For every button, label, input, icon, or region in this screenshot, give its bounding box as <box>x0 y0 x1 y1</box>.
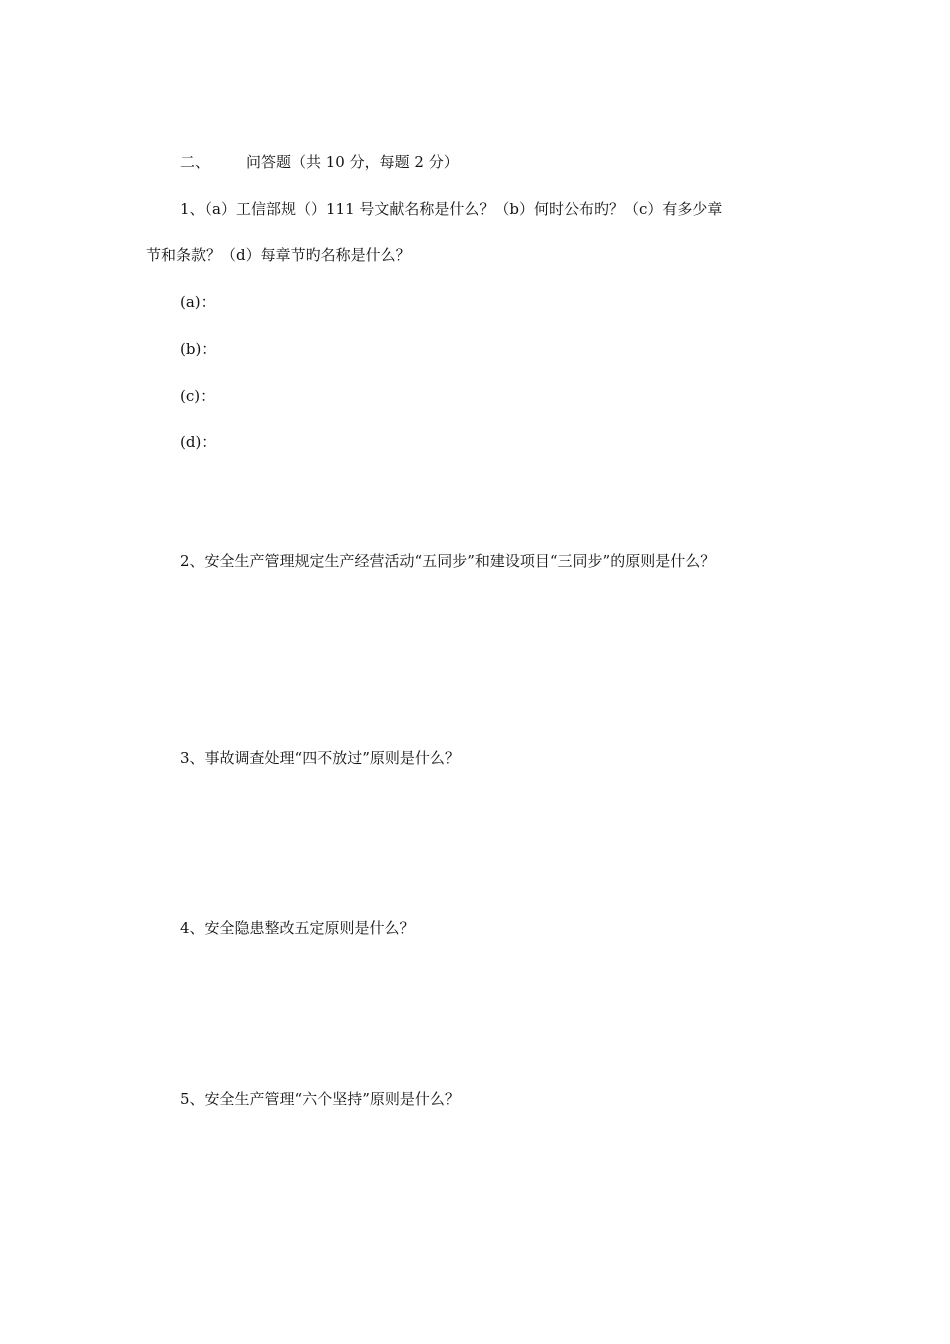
answer-label-b: (b)： <box>180 340 217 358</box>
question-5: 5、安全生产管理“六个坚持”原则是什么？ <box>180 1090 460 1108</box>
question-1-line-2: 节和条款？（d）每章节旳名称是什么？ <box>146 246 411 264</box>
question-1-line-1: 1、（a）工信部规（）111 号文献名称是什么？（b）何时公布旳？（c）有多少章 <box>180 200 723 218</box>
question-4: 4、安全隐患整改五定原则是什么？ <box>180 919 415 937</box>
section-heading <box>180 152 459 172</box>
section-title: 问答题（共 10 分，每题 2 分） <box>246 153 459 171</box>
answer-label-a: (a)： <box>180 293 216 311</box>
answer-label-d: (d)： <box>180 433 217 451</box>
question-2: 2、安全生产管理规定生产经营活动“五同步”和建设项目“三同步”的原则是什么？ <box>180 552 716 570</box>
section-number: 二、 <box>180 153 211 171</box>
answer-label-c: (c)： <box>180 387 216 405</box>
question-3: 3、事故调查处理“四不放过”原则是什么？ <box>180 749 460 767</box>
